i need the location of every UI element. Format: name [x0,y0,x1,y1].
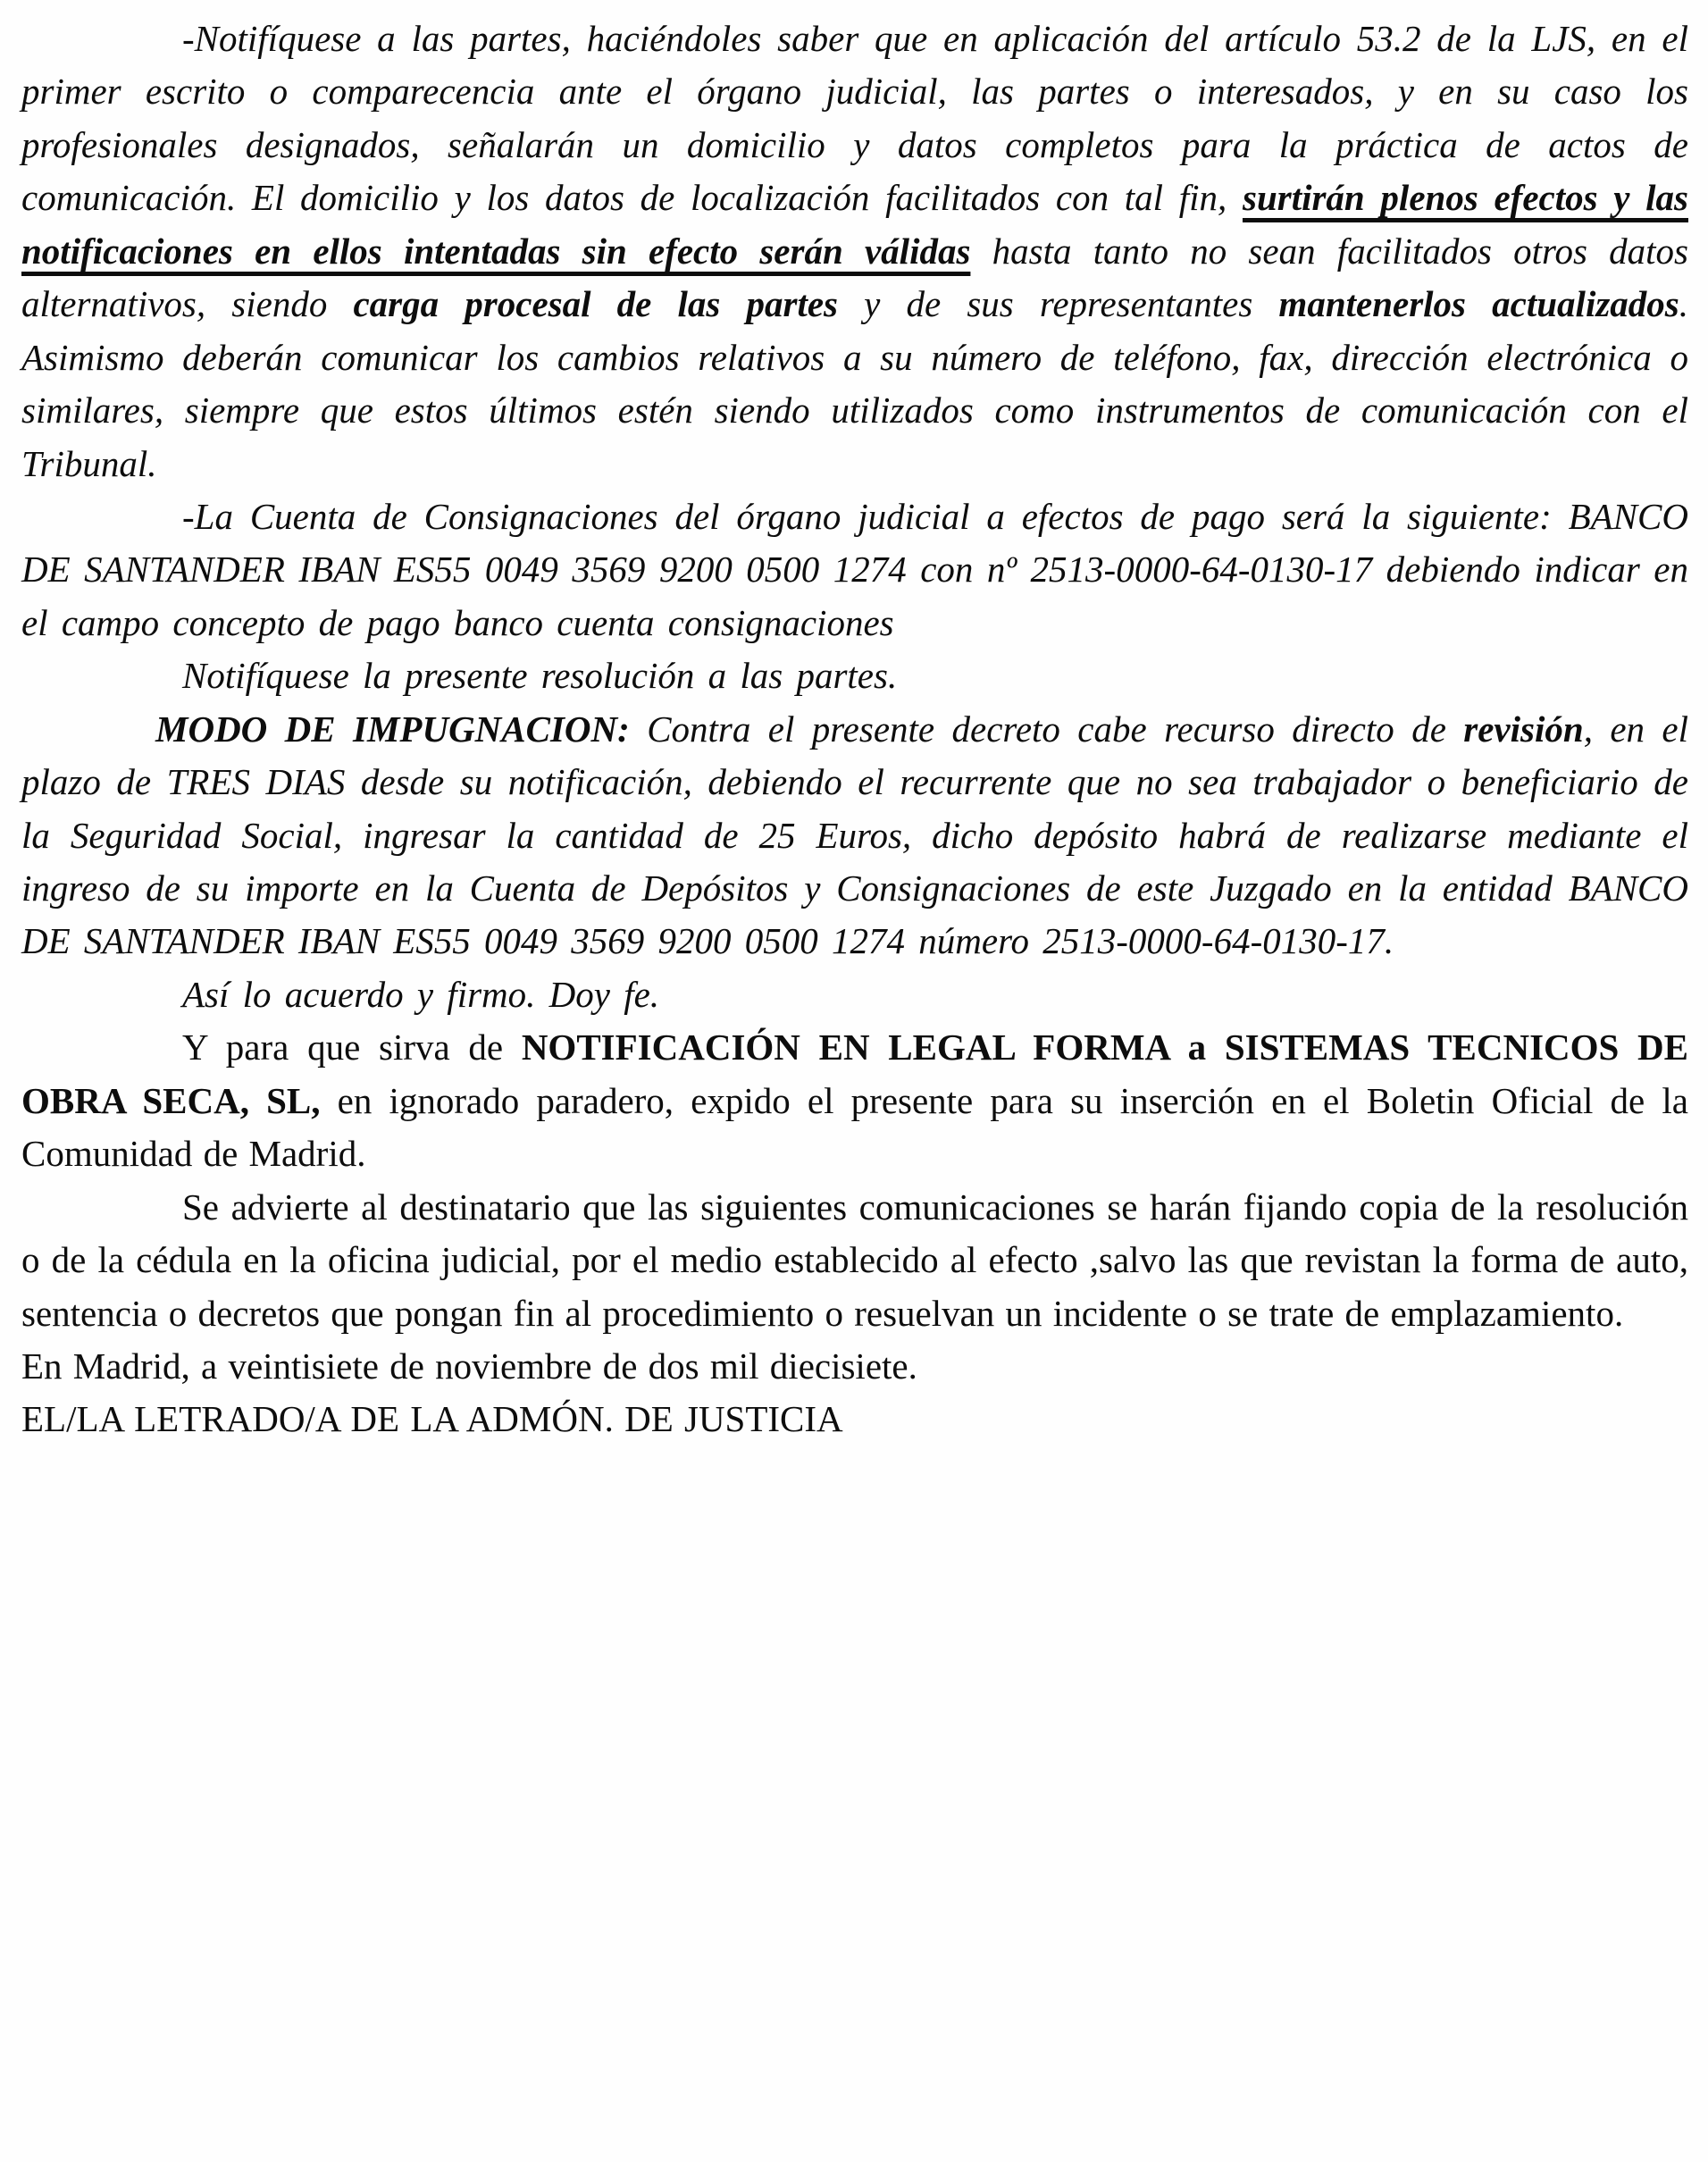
text-run-bold: revisión [1463,708,1584,750]
text-run: En Madrid, a veintisiete de noviembre de dos mil diecisiete. [21,1345,917,1387]
text-run: , en el plazo de TRES DIAS desde su notificación, debiendo el recurrente que no sea trabajador o beneficiario de la Seguridad Social, ingresar la cantidad de 25 Euros, dicho depósito habrá de realizarse mediante el ingreso de su importe en la Cuenta de Depósitos y Consignaciones de este Juzgado en la entidad BANCO DE SANTANDER IBAN ES55 0049 3569 9200 0500 1274 número 2513-0000-64-0130-17. [21,708,1688,962]
text-run: . Asimismo deberán comunicar los cambios relativos a su número de teléfono, fax, dirección electrónica o similares, siempre que estos últimos estén siendo utilizados como instrumentos de comunicación con el Tribunal. [21,283,1688,484]
paragraph-legal-notification [21,1021,1688,1180]
paragraph-clerk-title [21,1393,1688,1446]
text-run: Y para que sirva de [182,1027,522,1068]
text-run: y de sus representantes [838,283,1279,325]
text-run: hasta tanto no sean facilitados otros datos alternativos, siendo [21,230,1688,325]
text-run-bold: MODO DE IMPUGNACION: [155,708,630,750]
paragraph-warning-recipient [21,1181,1688,1340]
text-run-bold: carga procesal de las partes [353,283,838,325]
text-run: en ignorado paradero, expido el presente para su inserción en el Boletin Oficial de la Comunidad de Madrid. [21,1079,1688,1175]
text-run-bold: mantenerlos actualizados [1278,283,1679,325]
text-run: Así lo acuerdo y firmo. Doy fe. [182,973,660,1015]
paragraph-notify-parties [21,13,1688,490]
text-run: Notifíquese la presente resolución a las partes. [182,655,898,697]
paragraph-modo-impugnacion [21,703,1688,968]
paragraph-notify-resolution [21,649,1688,702]
text-run: -Notifíquese a las partes, haciéndoles saber que en aplicación del artículo 53.2 de la LJS, en el primer escrito o comparecencia ante el órgano judicial, las partes o interesados, y en su caso los profesionales designados, señalarán un domicilio y datos completos para la práctica de actos de comunicación. El domicilio y los datos de localización facilitados con tal fin, [21,18,1688,219]
text-run: EL/LA LETRADO/A DE LA ADMÓN. DE JUSTICIA [21,1398,843,1440]
text-run: -La Cuenta de Consignaciones del órgano judicial a efectos de pago será la siguiente: BANCO DE SANTANDER IBAN ES55 0049 3569 9200 0500 1274 con nº 2513-0000-64-0130-17 debiendo indicar en el campo concepto de pago banco cuenta consignaciones [21,495,1688,643]
text-run-bold-underline: surtirán plenos efectos y las notificaciones en ellos intentadas sin efecto serán válidas [21,177,1688,272]
text-run-bold: NOTIFICACIÓN EN LEGAL FORMA a SISTEMAS TECNICOS DE OBRA SECA, SL, [21,1027,1689,1121]
paragraph-consignment-account [21,490,1688,649]
paragraph-date-place [21,1340,1688,1393]
text-run: Se advierte al destinatario que las siguientes comunicaciones se harán fijando copia de la resolución o de la cédula en la oficina judicial, por el medio establecido al efecto ,salvo las que revistan la forma de auto, sentencia o decretos que pongan fin al procedimiento o resuelvan un incidente o se trate de emplazamiento. [21,1186,1688,1334]
text-run: Contra el presente decreto cabe recurso directo de [629,708,1464,750]
paragraph-signature-clause [21,968,1688,1021]
